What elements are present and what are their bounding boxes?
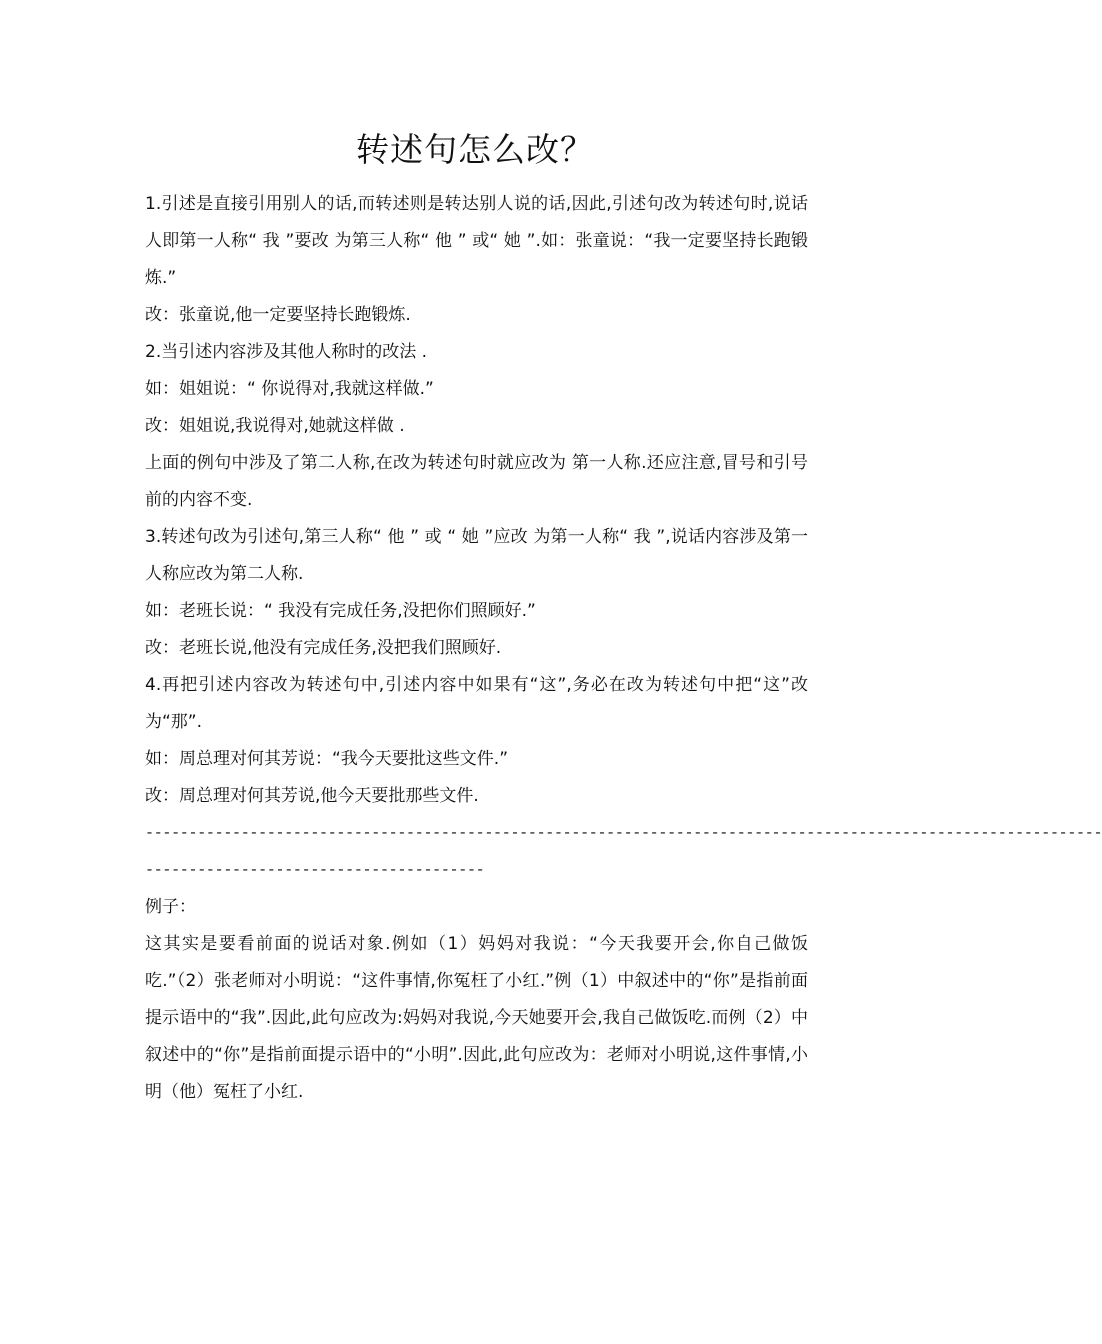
dashed-divider-line-2: ---------------------------------------: [145, 862, 485, 879]
paragraph-rule-4-answer: 改：周总理对何其芳说,他今天要批那些文件.: [145, 786, 479, 806]
example-heading: 例子：: [145, 897, 196, 917]
document-body: [145, 186, 1102, 1111]
paragraph-rule-4-example: 如：周总理对何其芳说：“我今天要批这些文件.”: [145, 749, 509, 769]
paragraph-rule-2: 2.当引述内容涉及其他人称时的改法 .: [145, 342, 428, 362]
dashed-divider-line-1: --------------------------------------------------------------------------------------------------------------: [145, 825, 1102, 842]
paragraph-rule-2-example: 如：姐姐说：“ 你说得对,我就这样做.”: [145, 379, 434, 399]
paragraph-rule-3-answer: 改：老班长说,他没有完成任务,没把我们照顾好.: [145, 638, 502, 658]
paragraph-rule-2-answer: 改：姐姐说,我说得对,她就这样做 .: [145, 416, 405, 436]
paragraph-rule-3: 3.转述句改为引述句,第三人称“ 他 ” 或 “ 她 ”应改 为第一人称“ 我 ”,说话内容涉及第一人称应改为第二人称.: [145, 527, 808, 584]
paragraph-rule-1-answer: 改：张童说,他一定要坚持长跑锻炼.: [145, 305, 411, 325]
paragraph-rule-1: 1.引述是直接引用别人的话,而转述则是转达别人说的话,因此,引述句改为转述句时,说话人即第一人称“ 我 ”要改 为第三人称“ 他 ” 或“ 她 ”.如：张童说：“我一定要坚持长跑锻炼.”: [145, 194, 808, 288]
paragraph-rule-3-example: 如：老班长说：“ 我没有完成任务,没把你们照顾好.”: [145, 601, 536, 621]
page-title: 转述句怎么改？: [356, 130, 594, 169]
paragraph-rule-4: 4.再把引述内容改为转述句中,引述内容中如果有“这”,务必在改为转述句中把“这”改为“那”.: [145, 675, 808, 732]
paragraph-rule-2-note: 上面的例句中涉及了第二人称,在改为转述句时就应改为 第一人称.还应注意,冒号和引号前的内容不变.: [145, 453, 808, 510]
example-paragraph: 这其实是要看前面的说话对象.例如（1）妈妈对我说：“今天我要开会,你自己做饭吃.”（2）张老师对小明说：“这件事情,你冤枉了小红.”例（1）中叙述中的“你”是指前面提示语中的“我”.因此,此句应改为:妈妈对我说,今天她要开会,我自己做饭吃.而例（2）中叙述中的“你”是指前面提示语中的“小明”.因此,此句应改为：老师对小明说,这件事情,小明（他）冤枉了小红.: [145, 934, 808, 1102]
